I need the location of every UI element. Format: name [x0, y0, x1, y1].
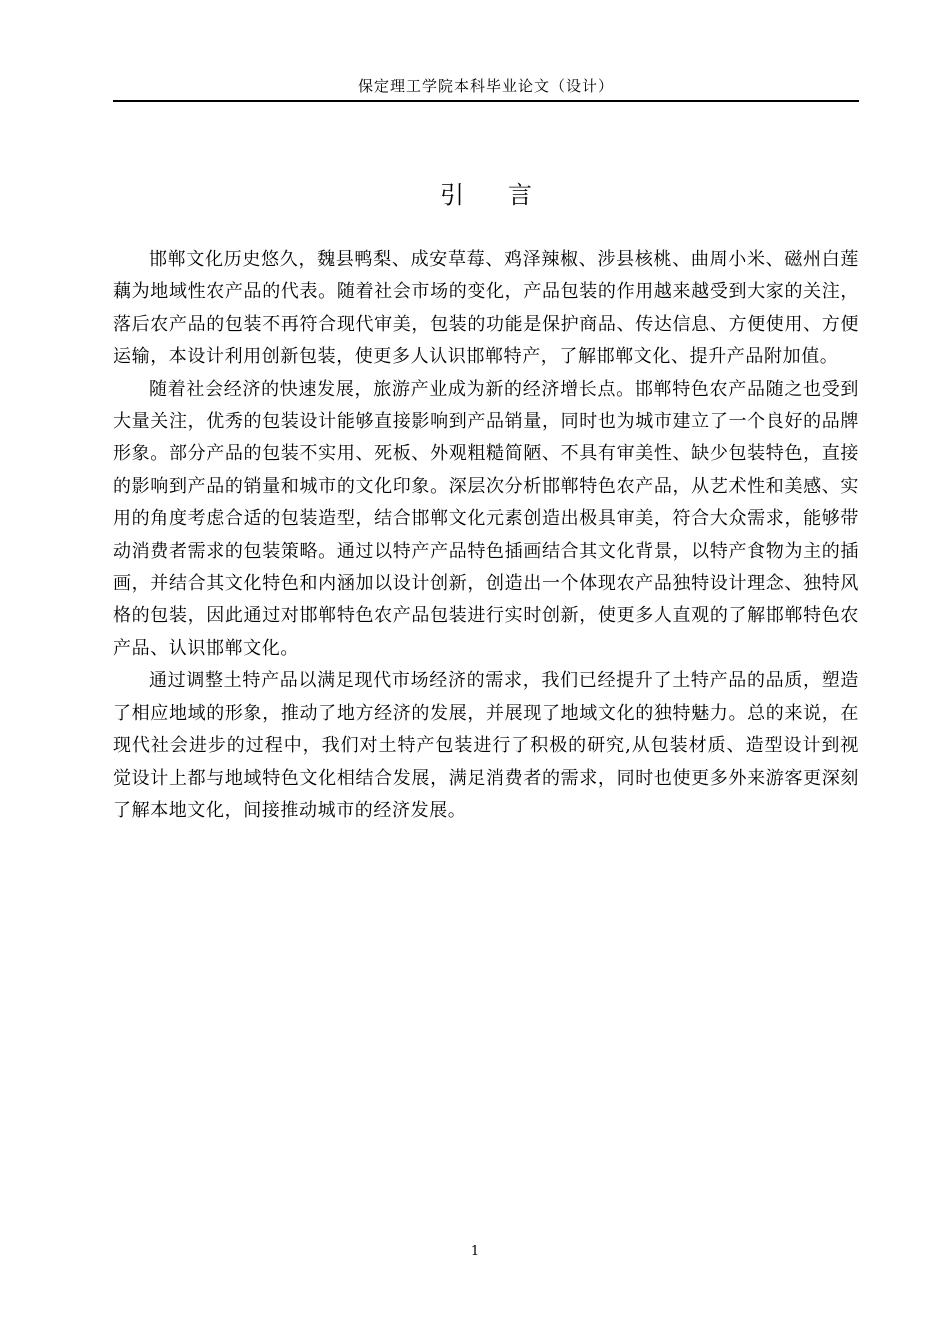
paragraph-2: 随着社会经济的快速发展，旅游产业成为新的经济增长点。邯郸特色农产品随之也受到大量关注，优秀的包装设计能够直接影响到产品销量，同时也为城市建立了一个良好的品牌形象。部分产品的包装不实用、死板、外观粗糙简陋、不具有审美性、缺少包装特色，直接的影响到产品的销量和城市的文化印象。深层次分析邯郸特色农产品，从艺术性和美感、实用的角度考虑合适的包装造型，结合邯郸文化元素创造出极具审美，符合大众需求，能够带动消费者需求的包装策略。通过以特产产品特色插画结合其文化背景，以特产食物为主的插画，并结合其文化特色和内涵加以设计创新，创造出一个体现农产品独特设计理念、独特风格的包装，因此通过对邯郸特色农产品包装进行实时创新，使更多人直观的了解邯郸特色农产品、认识邯郸文化。: [113, 378, 859, 659]
running-header: 保定理工学院本科毕业论文（设计）: [357, 77, 614, 95]
body-text: [113, 244, 859, 827]
header-rule: [113, 100, 859, 102]
paragraph-3: 通过调整土特产品以满足现代市场经济的需求，我们已经提升了土特产品的品质，塑造了相应地域的形象，推动了地方经济的发展，并展现了地域文化的独特魅力。总的来说，在现代社会进步的过程中，我们对土特产包装进行了积极的研究,从包装材质、造型设计到视觉设计上都与地域特色文化相结合发展，满足消费者的需求，同时也使更多外来游客更深刻了解本地文化，间接推动城市的经济发展。: [113, 670, 859, 821]
page-number: 1: [470, 1244, 480, 1259]
paragraph-1: 邯郸文化历史悠久，魏县鸭梨、成安草莓、鸡泽辣椒、涉县核桃、曲周小米、磁州白莲藕为地域性农产品的代表。随着社会市场的变化，产品包装的作用越来越受到大家的关注，落后农产品的包装不再符合现代审美，包装的功能是保护商品、传达信息、方便使用、方便运输，本设计利用创新包装，使更多人认识邯郸特产，了解邯郸文化、提升产品附加值。: [113, 249, 859, 368]
section-title: 引言: [440, 181, 576, 209]
